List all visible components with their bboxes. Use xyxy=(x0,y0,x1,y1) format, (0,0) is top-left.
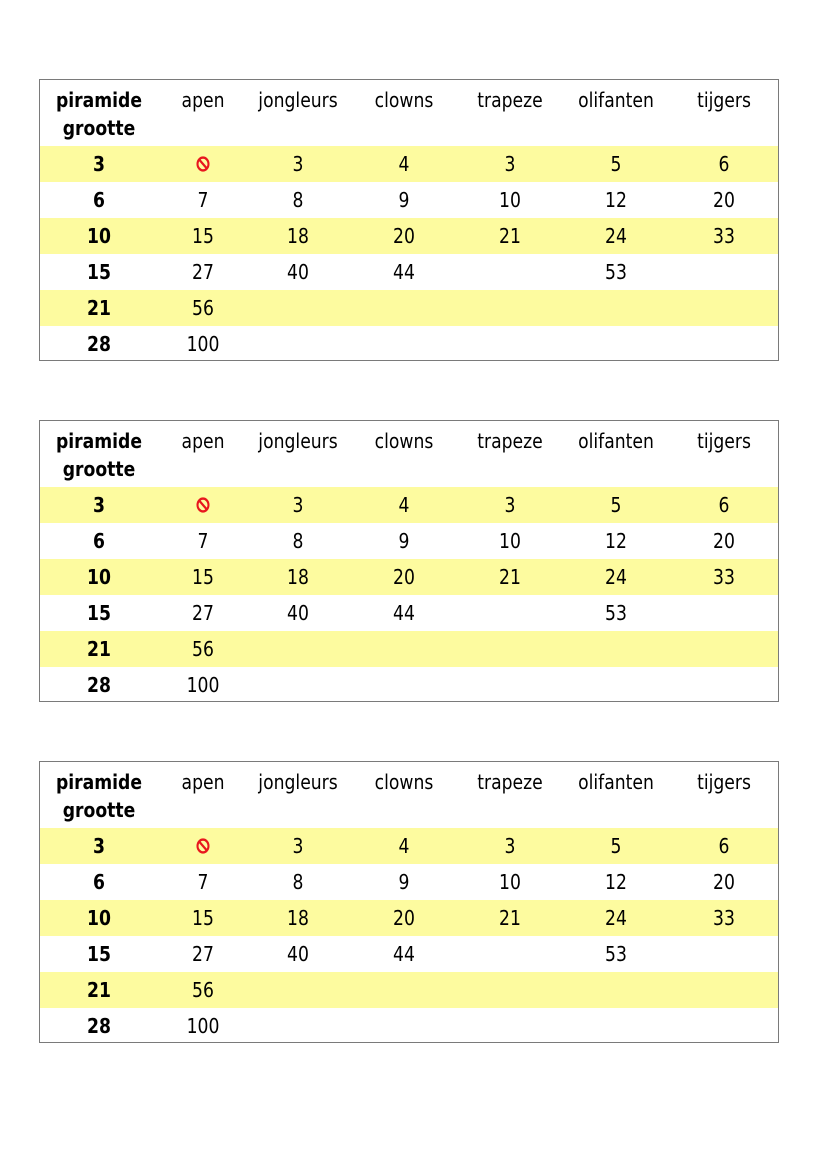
column-header xyxy=(251,762,346,828)
column-header xyxy=(357,80,452,146)
column-header-text: jongleurs xyxy=(258,88,338,112)
table-cell: 9 xyxy=(398,188,410,212)
row-size-cell: 21 xyxy=(87,978,111,1002)
table-cell xyxy=(463,667,558,703)
row-size-cell: 6 xyxy=(93,870,105,894)
table-cell: 20 xyxy=(393,565,415,589)
table-row xyxy=(40,1008,778,1044)
table-row xyxy=(40,936,778,972)
table-cell: 3 xyxy=(504,152,516,176)
table-row xyxy=(40,523,778,559)
column-header xyxy=(463,421,558,487)
table-cell: 24 xyxy=(605,565,627,589)
table-cell: 12 xyxy=(605,529,627,553)
table-cell: 33 xyxy=(713,224,735,248)
table-cell: 100 xyxy=(186,332,220,356)
column-header xyxy=(677,80,772,146)
table-cell: 10 xyxy=(499,870,521,894)
table-cell xyxy=(569,631,664,667)
table-cell: 9 xyxy=(398,870,410,894)
column-header xyxy=(569,762,664,828)
column-header-text: apen xyxy=(181,429,225,453)
table-cell: 18 xyxy=(287,224,309,248)
column-header-text: tijgers xyxy=(697,770,751,794)
table-cell xyxy=(463,631,558,667)
table-cell: 44 xyxy=(393,942,415,966)
table-cell: 7 xyxy=(197,870,209,894)
table-cell: 12 xyxy=(605,870,627,894)
table-row xyxy=(40,828,778,864)
table-cell xyxy=(463,1008,558,1044)
table-cell: 10 xyxy=(499,529,521,553)
table-cell: 24 xyxy=(605,906,627,930)
table-cell xyxy=(677,972,772,1008)
table-row xyxy=(40,900,778,936)
table-cell xyxy=(463,326,558,362)
table-cell: 20 xyxy=(713,870,735,894)
table-cell xyxy=(357,631,452,667)
table-cell-icon xyxy=(156,828,251,864)
column-header-text: clowns xyxy=(374,88,434,112)
table-cell xyxy=(357,290,452,326)
table-cell: 33 xyxy=(713,565,735,589)
table-row xyxy=(40,254,778,290)
table-cell xyxy=(677,1008,772,1044)
table-cell: 24 xyxy=(605,224,627,248)
table-cell xyxy=(251,667,346,703)
table-cell: 20 xyxy=(713,529,735,553)
column-header xyxy=(156,80,251,146)
table-row xyxy=(40,595,778,631)
pyramid-table xyxy=(39,79,779,361)
table-cell xyxy=(677,326,772,362)
no-entry-icon xyxy=(196,156,210,172)
column-header-text: trapeze xyxy=(477,429,543,453)
table-cell: 18 xyxy=(287,565,309,589)
column-header-text: piramide xyxy=(55,770,143,794)
column-header xyxy=(569,421,664,487)
table-cell: 3 xyxy=(504,493,516,517)
table-cell xyxy=(677,667,772,703)
row-size-cell: 28 xyxy=(87,673,111,697)
table-cell xyxy=(677,254,772,290)
table-row xyxy=(40,667,778,703)
table-cell xyxy=(463,290,558,326)
table-cell: 15 xyxy=(192,224,214,248)
row-size-cell: 28 xyxy=(87,1014,111,1038)
table-cell-icon xyxy=(156,146,251,182)
table-cell: 40 xyxy=(287,601,309,625)
table-row xyxy=(40,146,778,182)
row-size-cell: 10 xyxy=(87,565,111,589)
table-cell xyxy=(677,631,772,667)
table-cell: 100 xyxy=(186,1014,220,1038)
table-row xyxy=(40,290,778,326)
column-header xyxy=(463,80,558,146)
column-header xyxy=(52,421,147,487)
table-cell: 56 xyxy=(192,978,214,1002)
table-cell: 40 xyxy=(287,260,309,284)
row-size-cell: 6 xyxy=(93,529,105,553)
table-cell: 15 xyxy=(192,565,214,589)
table-cell: 3 xyxy=(292,493,304,517)
table-cell: 20 xyxy=(713,188,735,212)
table-cell xyxy=(569,326,664,362)
row-size-cell: 21 xyxy=(87,637,111,661)
table-cell: 53 xyxy=(605,942,627,966)
table-cell xyxy=(357,972,452,1008)
table-cell xyxy=(463,936,558,972)
table-cell xyxy=(463,972,558,1008)
table-header-row xyxy=(40,421,778,487)
row-size-cell: 15 xyxy=(87,260,111,284)
row-size-cell: 3 xyxy=(93,493,105,517)
table-cell: 21 xyxy=(499,565,521,589)
table-cell: 4 xyxy=(398,152,410,176)
table-cell: 5 xyxy=(610,834,622,858)
table-cell: 27 xyxy=(192,601,214,625)
row-size-cell: 6 xyxy=(93,188,105,212)
column-header-text: olifanten xyxy=(578,770,654,794)
table-cell: 20 xyxy=(393,906,415,930)
pyramid-table xyxy=(39,761,779,1043)
table-cell xyxy=(251,972,346,1008)
table-cell: 20 xyxy=(393,224,415,248)
table-row xyxy=(40,218,778,254)
table-cell xyxy=(357,326,452,362)
column-header xyxy=(463,762,558,828)
table-cell xyxy=(677,936,772,972)
table-cell: 10 xyxy=(499,188,521,212)
column-header xyxy=(569,80,664,146)
column-header xyxy=(357,762,452,828)
table-cell: 33 xyxy=(713,906,735,930)
table-cell xyxy=(677,595,772,631)
column-header xyxy=(677,762,772,828)
table-cell: 4 xyxy=(398,493,410,517)
table-cell: 7 xyxy=(197,529,209,553)
table-cell: 100 xyxy=(186,673,220,697)
table-cell: 7 xyxy=(197,188,209,212)
row-size-cell: 10 xyxy=(87,224,111,248)
no-entry-icon xyxy=(196,838,210,854)
table-cell: 44 xyxy=(393,601,415,625)
table-cell xyxy=(251,326,346,362)
table-row xyxy=(40,326,778,362)
table-cell xyxy=(251,290,346,326)
table-cell: 8 xyxy=(292,529,304,553)
row-size-cell: 10 xyxy=(87,906,111,930)
table-cell: 27 xyxy=(192,942,214,966)
table-cell xyxy=(677,290,772,326)
column-header xyxy=(677,421,772,487)
column-header xyxy=(156,421,251,487)
table-row xyxy=(40,631,778,667)
column-header-text: jongleurs xyxy=(258,429,338,453)
table-cell-icon xyxy=(156,487,251,523)
column-header xyxy=(251,421,346,487)
table-cell: 9 xyxy=(398,529,410,553)
table-cell: 8 xyxy=(292,870,304,894)
column-header-text: piramide xyxy=(55,88,143,112)
table-cell: 6 xyxy=(718,152,730,176)
column-header xyxy=(357,421,452,487)
table-cell: 40 xyxy=(287,942,309,966)
table-cell xyxy=(463,595,558,631)
column-header-text: grootte xyxy=(62,116,136,140)
table-cell: 3 xyxy=(292,834,304,858)
column-header xyxy=(251,80,346,146)
column-header xyxy=(156,762,251,828)
column-header-text: clowns xyxy=(374,770,434,794)
table-header-row xyxy=(40,762,778,828)
column-header-text: olifanten xyxy=(578,88,654,112)
table-cell: 56 xyxy=(192,296,214,320)
table-cell: 53 xyxy=(605,260,627,284)
table-cell: 15 xyxy=(192,906,214,930)
table-cell xyxy=(569,972,664,1008)
table-cell: 3 xyxy=(292,152,304,176)
row-size-cell: 3 xyxy=(93,834,105,858)
table-cell: 3 xyxy=(504,834,516,858)
column-header-text: piramide xyxy=(55,429,143,453)
table-header-row xyxy=(40,80,778,146)
table-row xyxy=(40,559,778,595)
table-cell: 8 xyxy=(292,188,304,212)
table-cell xyxy=(357,1008,452,1044)
row-size-cell: 21 xyxy=(87,296,111,320)
column-header-text: trapeze xyxy=(477,770,543,794)
column-header-text: olifanten xyxy=(578,429,654,453)
table-cell: 21 xyxy=(499,906,521,930)
table-cell xyxy=(569,290,664,326)
column-header-text: jongleurs xyxy=(258,770,338,794)
table-cell: 44 xyxy=(393,260,415,284)
no-entry-icon xyxy=(196,497,210,513)
pyramid-table xyxy=(39,420,779,702)
row-size-cell: 28 xyxy=(87,332,111,356)
table-cell: 5 xyxy=(610,493,622,517)
table-cell xyxy=(463,254,558,290)
column-header-text: trapeze xyxy=(477,88,543,112)
table-cell: 6 xyxy=(718,834,730,858)
table-row xyxy=(40,182,778,218)
column-header-text: clowns xyxy=(374,429,434,453)
column-header-text: apen xyxy=(181,770,225,794)
column-header-text: apen xyxy=(181,88,225,112)
table-cell xyxy=(251,1008,346,1044)
table-cell: 21 xyxy=(499,224,521,248)
table-cell xyxy=(569,667,664,703)
column-header xyxy=(52,762,147,828)
table-cell xyxy=(569,1008,664,1044)
table-cell: 53 xyxy=(605,601,627,625)
table-cell xyxy=(251,631,346,667)
table-cell: 5 xyxy=(610,152,622,176)
row-size-cell: 3 xyxy=(93,152,105,176)
table-cell: 12 xyxy=(605,188,627,212)
table-cell: 56 xyxy=(192,637,214,661)
table-cell: 18 xyxy=(287,906,309,930)
column-header xyxy=(52,80,147,146)
table-row xyxy=(40,487,778,523)
column-header-text: tijgers xyxy=(697,88,751,112)
table-cell: 27 xyxy=(192,260,214,284)
column-header-text: tijgers xyxy=(697,429,751,453)
table-cell: 4 xyxy=(398,834,410,858)
row-size-cell: 15 xyxy=(87,601,111,625)
row-size-cell: 15 xyxy=(87,942,111,966)
table-row xyxy=(40,864,778,900)
column-header-text: grootte xyxy=(62,457,136,481)
table-cell: 6 xyxy=(718,493,730,517)
column-header-text: grootte xyxy=(62,798,136,822)
table-cell xyxy=(357,667,452,703)
table-row xyxy=(40,972,778,1008)
